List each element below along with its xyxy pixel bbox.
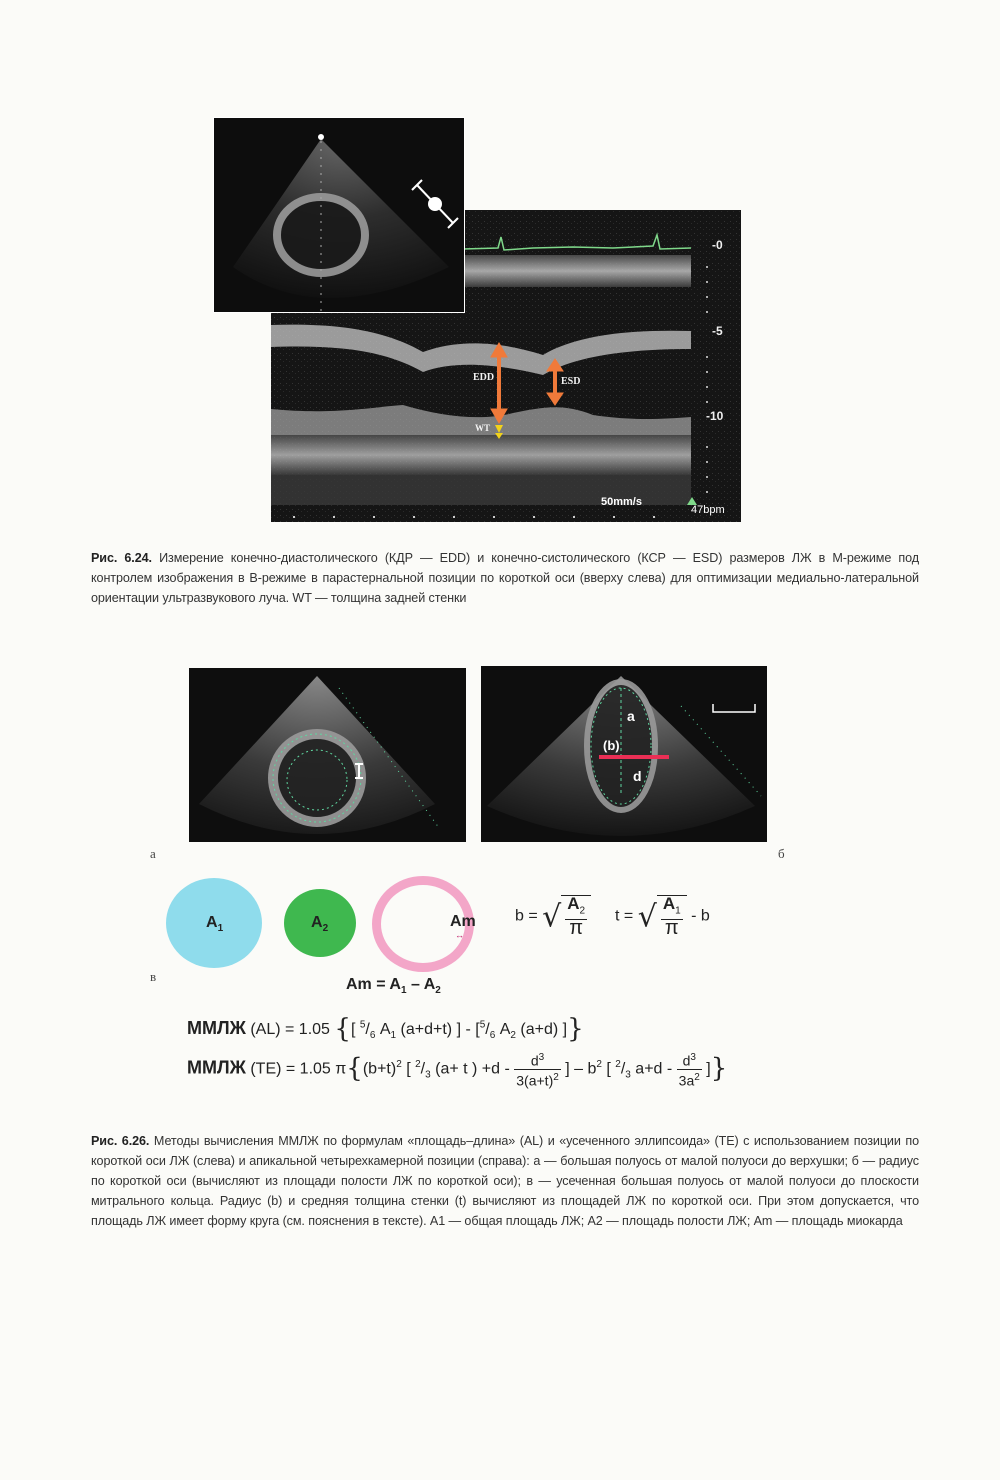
caption-label: Рис. 6.26.: [91, 1134, 150, 1148]
echo-panel-b: [481, 666, 767, 842]
echo-panel-a: [189, 668, 466, 842]
caption-label: Рис. 6.24.: [91, 551, 152, 565]
panel-letter-c: в: [150, 969, 157, 984]
te-formula: ММЛЖ (TE) = 1.05 $\pi\{(b+t)^2$ [ $^2/_3$ (a+ t ) +d - $\frac{d^3}{3(a+t)^2}$ ] – $b^2$ [ $^2/_3$ a+d - $\frac{d^3}{3a^2}$ ]}: [187, 1052, 728, 1089]
panel-letter-b: б: [778, 846, 785, 861]
fig-6-24-image: [213, 117, 741, 522]
label-d: d: [633, 768, 642, 784]
depth-tick-5: -5: [712, 324, 723, 338]
am-formula: $Am = A_1 - A_2$: [346, 976, 441, 997]
caption-text: Измерение конечно-диастолического (КДР — EDD) и конечно-систолического (КСР — ESD) размеров ЛЖ в М-режиме под контролем изображения в В-режиме в парастернальной позиции по короткой оси (вверху слева) для оптимизации медиально-латеральной ориентации ультразвукового луча. WT — толщина задней стенки: [91, 551, 919, 605]
sweep-speed-label: 50mm/s: [601, 496, 642, 508]
label-b: (b): [603, 738, 620, 753]
echo-mmode-figure: [213, 117, 741, 522]
depth-tick-0: -0: [712, 238, 723, 252]
panel-letter-a: а: [150, 846, 156, 861]
caption-text: Методы вычисления ММЛЖ по формулам «площадь–длина» (AL) и «усеченного эллипсоида» (TE) с использованием позиции по короткой оси ЛЖ (слева) и апикальной четырехкамерной позиции (справа): а — большая полуось от малой полуоси до верхушки; б — радиус по короткой оси (вычисляют из площади полости ЛЖ по короткой оси); в — усеченная большая полуось от малой полуоси до плоскости митрального кольца. Радиус (b) и средняя толщина стенки (t) вычисляют из площадей ЛЖ по короткой оси. При этом допускается, что площадь ЛЖ имеет форму круга (см. пояснения в тексте). A1 — общая площадь ЛЖ; A2 — площадь полости ЛЖ; Am — площадь миокарда: [91, 1134, 919, 1228]
al-formula: ММЛЖ (AL) = 1.05 {[ $^5/_6$ $A_1$ (a+d+t) ] - [$^5/_6$ $A_2$ (a+d) ]}: [187, 1014, 584, 1044]
radius-formula: b = √ $\frac{A_2}{\pi}$: [515, 895, 591, 936]
area-am-label: Am: [450, 913, 476, 930]
label-a: a: [627, 708, 635, 724]
depth-tick-10: -10: [706, 409, 724, 423]
esd-label: ESD: [561, 376, 581, 387]
area-a1-label: $A_1$: [206, 914, 224, 935]
heart-rate-icon: [687, 497, 697, 505]
edd-label: EDD: [473, 372, 495, 383]
wt-label: WT: [475, 423, 491, 433]
fig-6-24-caption: [91, 548, 919, 608]
area-a2-label: $A_2$: [311, 914, 329, 935]
fig-6-26-caption: [91, 1131, 919, 1231]
heart-rate-label: 47bpm: [691, 504, 725, 516]
thickness-formula: t = √ $\frac{A_1}{\pi}$ - b: [615, 894, 710, 940]
am-thickness-arrow-icon: ↔: [455, 930, 464, 940]
